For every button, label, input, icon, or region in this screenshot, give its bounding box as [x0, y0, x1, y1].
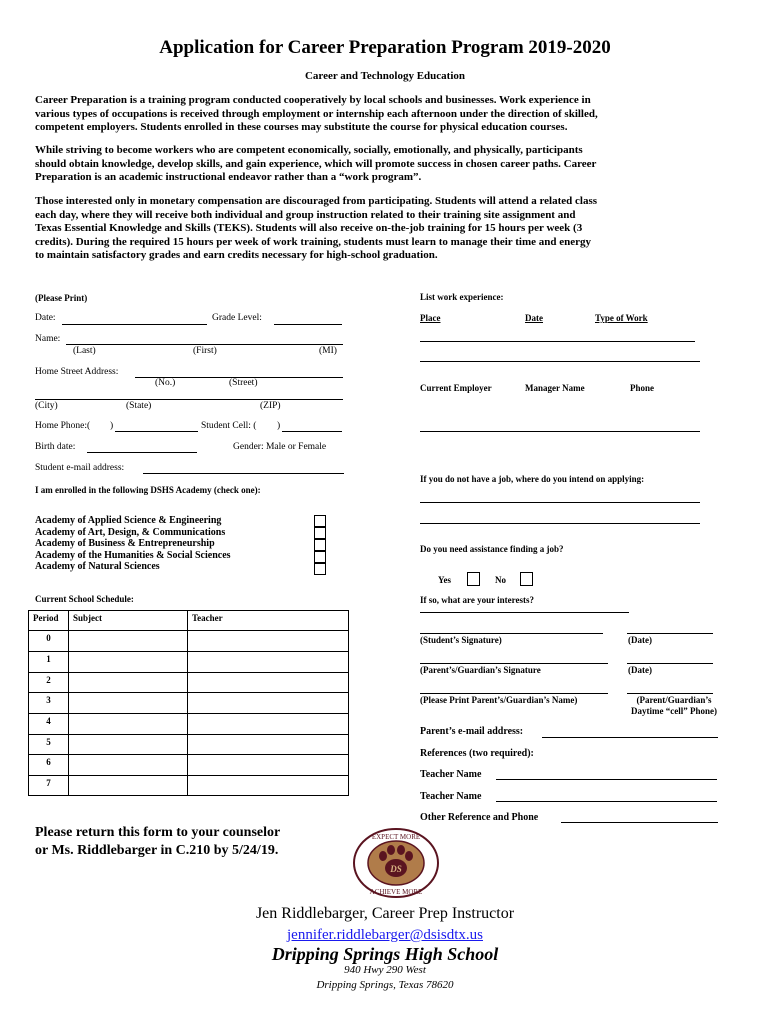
period-cell: 6 — [29, 755, 69, 776]
parent-date-line[interactable] — [627, 663, 713, 664]
subject-cell[interactable] — [69, 735, 188, 755]
current-employer-header: Current Employer — [420, 383, 492, 393]
parent-signature-caption: (Parent’s/Guardian’s Signature — [420, 665, 541, 675]
work-experience-heading: List work experience: — [420, 292, 504, 302]
school-name: Dripping Springs High School — [271, 944, 499, 964]
student-date-line[interactable] — [627, 633, 713, 634]
intro-line: competent employers. Students enrolled in these courses may substitute the course for physical education courses. — [35, 121, 568, 133]
school-address-line-1: 940 Hwy 290 West — [344, 964, 426, 976]
intro-paragraph-2 — [35, 144, 735, 185]
middle-initial-caption: (MI) — [319, 346, 337, 356]
teacher-name-label: Teacher Name — [420, 791, 482, 802]
first-name-caption: (First) — [193, 346, 217, 356]
academy-list — [35, 515, 231, 573]
period-cell: 4 — [29, 714, 69, 735]
table-row — [29, 755, 349, 776]
street-address-label: Home Street Address: — [35, 367, 119, 377]
place-header: Place — [420, 313, 441, 323]
home-phone-label: Home Phone:( — [35, 421, 91, 431]
parent-email-field[interactable] — [542, 737, 718, 738]
grade-level-field[interactable] — [274, 324, 342, 325]
academy-option: Academy of the Humanities & Social Sciences — [35, 549, 231, 561]
instructor-email-link[interactable]: jennifer.riddlebarger@dsisdtx.us — [287, 927, 483, 943]
student-email-field[interactable] — [143, 473, 344, 474]
teacher-cell[interactable] — [188, 755, 349, 776]
seal-bottom-text: ACHIEVE MORE — [369, 888, 423, 896]
period-cell: 1 — [29, 652, 69, 673]
city-state-zip-field[interactable] — [35, 399, 343, 400]
period-cell: 3 — [29, 693, 69, 714]
work-experience-line[interactable] — [420, 341, 695, 342]
page-title: Application for Career Preparation Program 2019-2020 — [159, 37, 611, 58]
table-row — [29, 714, 349, 735]
teacher-name-field[interactable] — [496, 779, 717, 780]
intro-line: While striving to become workers who are competent economically, socially, emotionally, and physically, participants — [35, 144, 583, 156]
parent-name-line[interactable] — [420, 693, 608, 694]
no-label: No — [495, 575, 506, 585]
street-name-caption: (Street) — [229, 378, 258, 388]
interests-line[interactable] — [420, 612, 629, 613]
school-seal-logo — [353, 828, 439, 898]
intend-applying-line[interactable] — [420, 502, 700, 503]
column-header: Period — [29, 611, 69, 631]
intro-line: Preparation is an academic instructional endeavor rather than a “work program”. — [35, 171, 422, 183]
teacher-cell[interactable] — [188, 735, 349, 755]
street-number-caption: (No.) — [155, 378, 176, 388]
teacher-cell[interactable] — [188, 714, 349, 735]
academy-checkbox[interactable] — [314, 563, 326, 575]
teacher-name-label: Teacher Name — [420, 769, 482, 780]
parent-name-caption: (Please Print Parent’s/Guardian’s Name) — [420, 695, 578, 705]
intro-line: credits). During the required 15 hours per week of work training, students must learn to manage their time and energy — [35, 235, 591, 248]
academy-option: Academy of Natural Sciences — [35, 561, 160, 572]
seal-top-text: EXPECT MORE — [371, 833, 421, 841]
academy-heading: I am enrolled in the following DSHS Academy (check one): — [35, 485, 261, 495]
work-experience-line[interactable] — [420, 361, 700, 362]
home-phone-field[interactable] — [115, 431, 198, 432]
home-phone-close-paren: ) — [110, 421, 114, 431]
teacher-cell[interactable] — [188, 693, 349, 714]
table-row — [29, 652, 349, 673]
phone-header: Phone — [630, 383, 655, 393]
schedule-heading: Current School Schedule: — [35, 594, 134, 604]
intro-line: to maintain satisfactory grades and earn credits necessary for high-school graduation. — [35, 249, 438, 261]
student-date-caption: (Date) — [628, 635, 652, 645]
please-print-note: (Please Print) — [35, 293, 88, 303]
table-row — [29, 693, 349, 714]
name-field[interactable] — [66, 344, 343, 345]
table-row — [29, 776, 349, 796]
intro-line: Those interested only in monetary compensation are discouraged from participating. Students will attend a related class — [35, 195, 598, 207]
table-row — [29, 735, 349, 755]
other-reference-label: Other Reference and Phone — [420, 812, 539, 823]
column-header: Subject — [69, 611, 188, 631]
intro-line: Career Preparation is a training program conducted cooperatively by local schools and businesses. Work experience in — [35, 94, 591, 106]
return-line: or Ms. Riddlebarger in C.210 by 5/24/19. — [35, 843, 279, 858]
parent-signature-line[interactable] — [420, 663, 608, 664]
subject-cell[interactable] — [69, 693, 188, 714]
subject-cell[interactable] — [69, 652, 188, 673]
teacher-cell[interactable] — [188, 652, 349, 673]
student-cell-close-paren: ) — [277, 421, 281, 431]
period-cell: 2 — [29, 673, 69, 693]
subject-cell[interactable] — [69, 755, 188, 776]
intro-line: should obtain knowledge, develop skills, and gain experience, which will promote success in chosen career paths. Career — [35, 157, 597, 170]
state-caption: (State) — [126, 401, 152, 411]
manager-name-header: Manager Name — [525, 383, 585, 393]
parent-phone-caption-line: Daytime “cell” Phone) — [631, 706, 717, 716]
student-signature-line[interactable] — [420, 633, 603, 634]
subject-cell[interactable] — [69, 631, 188, 652]
yes-checkbox[interactable] — [467, 572, 480, 586]
academy-option: Academy of Business & Entrepreneurship — [35, 538, 215, 549]
student-cell-label: Student Cell: ( — [201, 421, 257, 431]
instructor-email-wrap — [0, 926, 770, 944]
intro-paragraph-3 — [35, 195, 735, 263]
intro-paragraph-1 — [35, 94, 735, 135]
subject-cell[interactable] — [69, 714, 188, 735]
table-row — [29, 673, 349, 693]
date-label: Date: — [35, 313, 56, 323]
student-email-label: Student e-mail address: — [35, 463, 125, 473]
teacher-cell[interactable] — [188, 673, 349, 693]
subject-cell[interactable] — [69, 776, 188, 796]
parent-phone-caption — [628, 695, 720, 717]
current-employer-line[interactable] — [420, 431, 700, 432]
last-name-caption: (Last) — [73, 346, 96, 356]
period-cell: 7 — [29, 776, 69, 796]
school-address-line-2: Dripping Springs, Texas 78620 — [316, 979, 454, 991]
intro-line: various types of occupations is received through employment or internship each afternoon under the direction of skilled, — [35, 107, 598, 120]
academy-option: Academy of Applied Science & Engineering — [35, 515, 222, 526]
academy-checkbox[interactable] — [314, 539, 326, 551]
column-header: Teacher — [188, 611, 349, 631]
zip-caption: (ZIP) — [260, 401, 281, 411]
interests-question: If so, what are your interests? — [420, 595, 534, 605]
intend-applying-line[interactable] — [420, 523, 700, 524]
academy-checkbox[interactable] — [314, 551, 326, 563]
grade-level-label: Grade Level: — [212, 313, 262, 323]
student-signature-caption: (Student’s Signature) — [420, 635, 502, 645]
return-instructions — [35, 824, 355, 860]
type-of-work-header: Type of Work — [595, 313, 648, 323]
assistance-question: Do you need assistance finding a job? — [420, 544, 564, 554]
page-subtitle: Career and Technology Education — [304, 70, 466, 82]
parent-date-caption: (Date) — [628, 665, 652, 675]
seal-center-text: DS — [390, 864, 402, 874]
birth-date-label: Birth date: — [35, 442, 76, 452]
instructor-name: Jen Riddlebarger, Career Prep Instructor — [255, 905, 515, 922]
parent-phone-caption-line: (Parent/Guardian’s — [636, 695, 712, 705]
references-heading: References (two required): — [420, 748, 534, 759]
parent-email-label: Parent’s e-mail address: — [420, 726, 524, 737]
yes-label: Yes — [438, 575, 451, 585]
other-reference-field[interactable] — [561, 822, 718, 823]
return-line: Please return this form to your counselor — [35, 825, 281, 840]
parent-phone-line[interactable] — [627, 693, 713, 694]
period-cell: 0 — [29, 631, 69, 652]
name-label: Name: — [35, 334, 61, 344]
academy-checkbox[interactable] — [314, 527, 326, 539]
academy-checkbox[interactable] — [314, 515, 326, 527]
teacher-name-field[interactable] — [496, 801, 717, 802]
student-cell-field[interactable] — [282, 431, 342, 432]
no-checkbox[interactable] — [520, 572, 533, 586]
subject-cell[interactable] — [69, 673, 188, 693]
intend-applying-question: If you do not have a job, where do you intend on applying: — [420, 474, 645, 484]
table-row — [29, 631, 349, 652]
gender-label: Gender: Male or Female — [233, 442, 327, 452]
table-header-row — [29, 611, 349, 631]
academy-option: Academy of Art, Design, & Communications — [35, 526, 226, 538]
date-header: Date — [525, 313, 543, 323]
date-field[interactable] — [62, 324, 207, 325]
teacher-cell[interactable] — [188, 776, 349, 796]
period-cell: 5 — [29, 735, 69, 755]
schedule-table — [28, 610, 349, 796]
birth-date-field[interactable] — [87, 452, 197, 453]
city-caption: (City) — [35, 401, 58, 411]
intro-line: each day, where they will receive both individual and group instruction related to their training site assignment and — [35, 208, 576, 221]
teacher-cell[interactable] — [188, 631, 349, 652]
intro-line: Texas Essential Knowledge and Skills (TEKS). Students will also receive on-the-job training for 15 hours per week (3 — [35, 222, 583, 234]
